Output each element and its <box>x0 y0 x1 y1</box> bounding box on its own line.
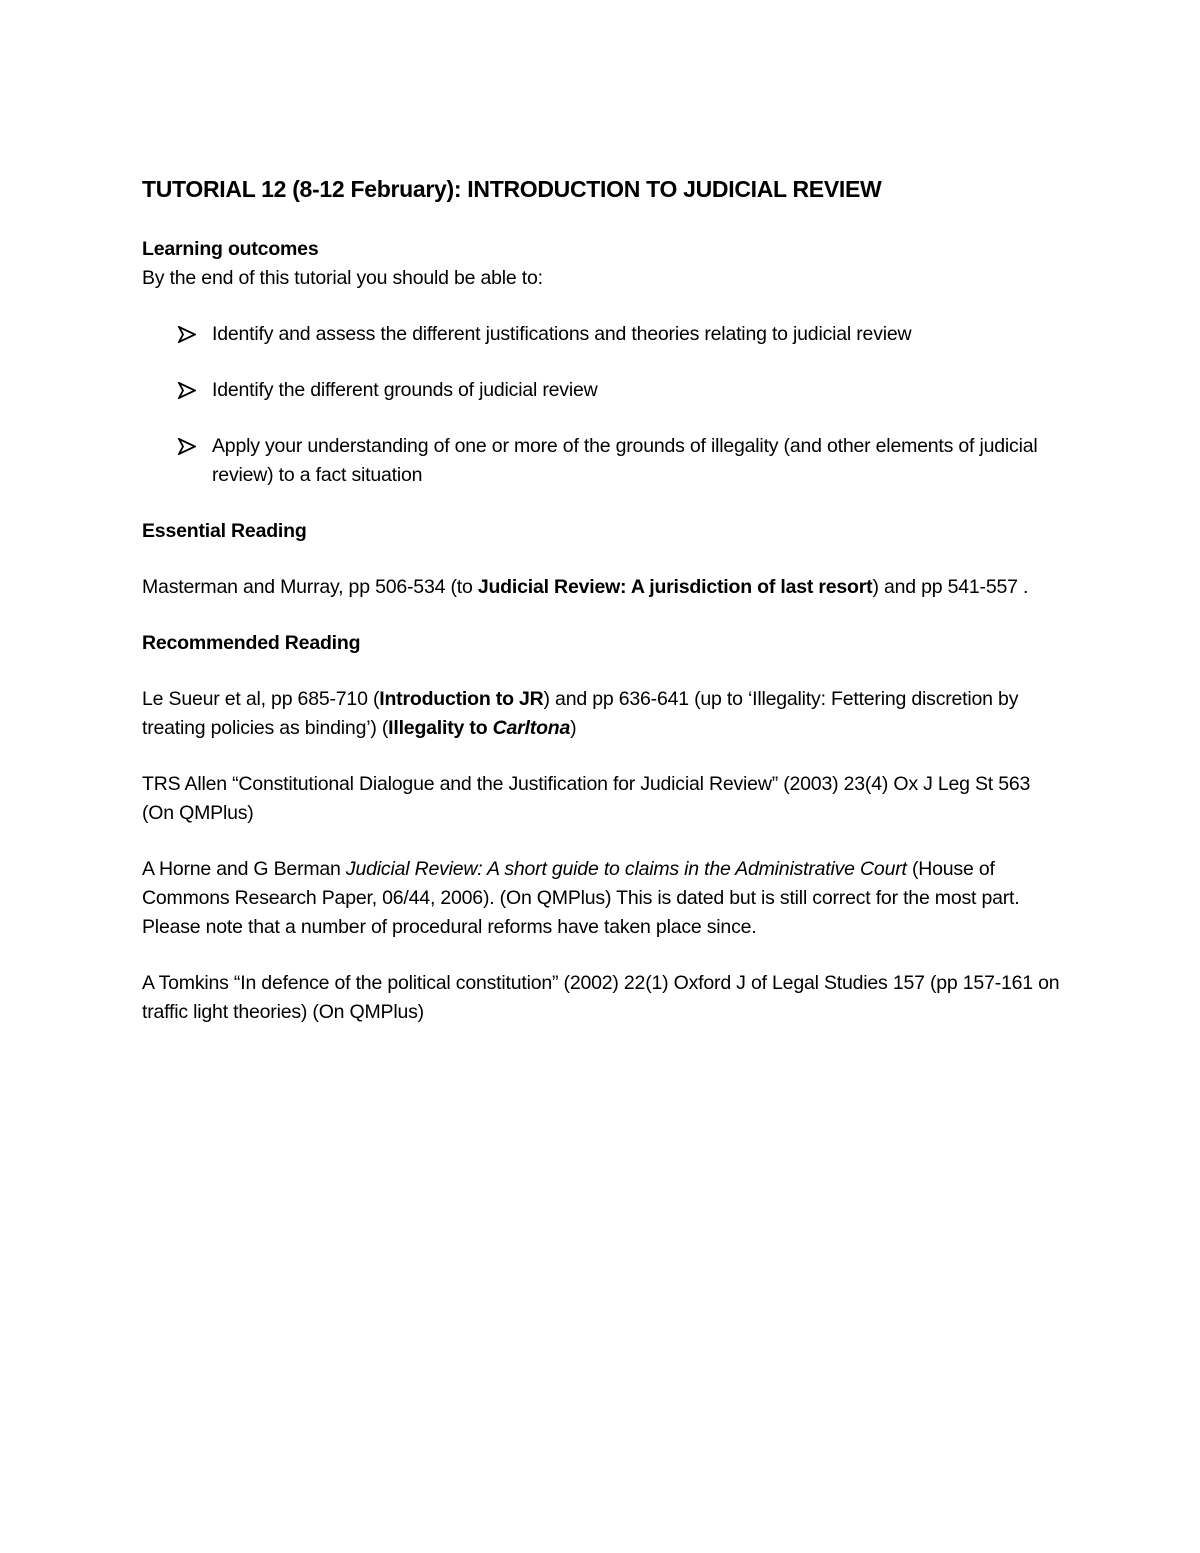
essential-reading-text: Masterman and Murray, pp 506-534 (to <box>142 576 478 598</box>
reading-entry-horne <box>142 855 1062 942</box>
learning-outcome-text: Identify the different grounds of judicial review <box>212 379 598 401</box>
learning-outcomes-list <box>142 320 1062 490</box>
arrow-bullet-icon <box>178 438 196 455</box>
reading-bold-text: Illegality to <box>388 717 493 739</box>
learning-outcome-item <box>142 320 1062 349</box>
essential-reading-bold-title: Judicial Review: A jurisdiction of last resort <box>477 576 873 598</box>
reading-bold-text: Introduction to JR <box>379 688 544 710</box>
page-title: TUTORIAL 12 (8-12 February): INTRODUCTION TO JUDICIAL REVIEW <box>142 176 882 202</box>
reading-entry-le-sueur <box>142 685 1062 743</box>
reading-italic-title: Judicial Review: A short guide to claims in the Administrative Court <box>345 858 907 880</box>
arrow-bullet-icon <box>178 382 196 399</box>
reading-case-name: Carltona <box>492 717 571 739</box>
learning-outcomes-heading: Learning outcomes <box>142 238 319 260</box>
reading-entry-allen: TRS Allen “Constitutional Dialogue and the Justification for Judicial Review” (2003) 23(4) Ox J Leg St 563 (On QMPlus) <box>142 773 1031 824</box>
recommended-reading-heading: Recommended Reading <box>142 632 361 654</box>
learning-outcome-text: Identify and assess the different justifications and theories relating to judicial review <box>212 323 912 345</box>
learning-outcomes-intro: By the end of this tutorial you should be able to: <box>142 267 543 289</box>
reading-text: ) and pp 636-641 (up to ‘Illegality: Fettering discretion by treating policies as binding’) ( <box>142 688 1019 739</box>
essential-reading-entry <box>142 573 1062 602</box>
learning-outcome-item <box>142 432 1062 490</box>
reading-text: Le Sueur et al, pp 685-710 ( <box>142 688 380 710</box>
essential-reading-heading: Essential Reading <box>142 520 307 542</box>
learning-outcome-item <box>142 376 1062 405</box>
essential-reading-text-end: ) and pp 541-557 . <box>872 576 1029 598</box>
learning-outcome-text: Apply your understanding of one or more of the grounds of illegality (and other elements of judicial review) to a fact situation <box>212 435 1038 486</box>
document-content <box>142 172 1062 1027</box>
reading-text: ) <box>570 717 577 739</box>
reading-entry-tomkins: A Tomkins “In defence of the political constitution” (2002) 22(1) Oxford J of Legal Studies 157 (pp 157-161 on traffic light theories) (On QMPlus) <box>142 972 1060 1023</box>
reading-text: (House of Commons Research Paper, 06/44, 2006). (On QMPlus) This is dated but is still correct for the most part. Please note that a number of procedural reforms have taken place since. <box>142 858 1020 938</box>
reading-text: A Horne and G Berman <box>142 858 346 880</box>
arrow-bullet-icon <box>178 326 196 343</box>
